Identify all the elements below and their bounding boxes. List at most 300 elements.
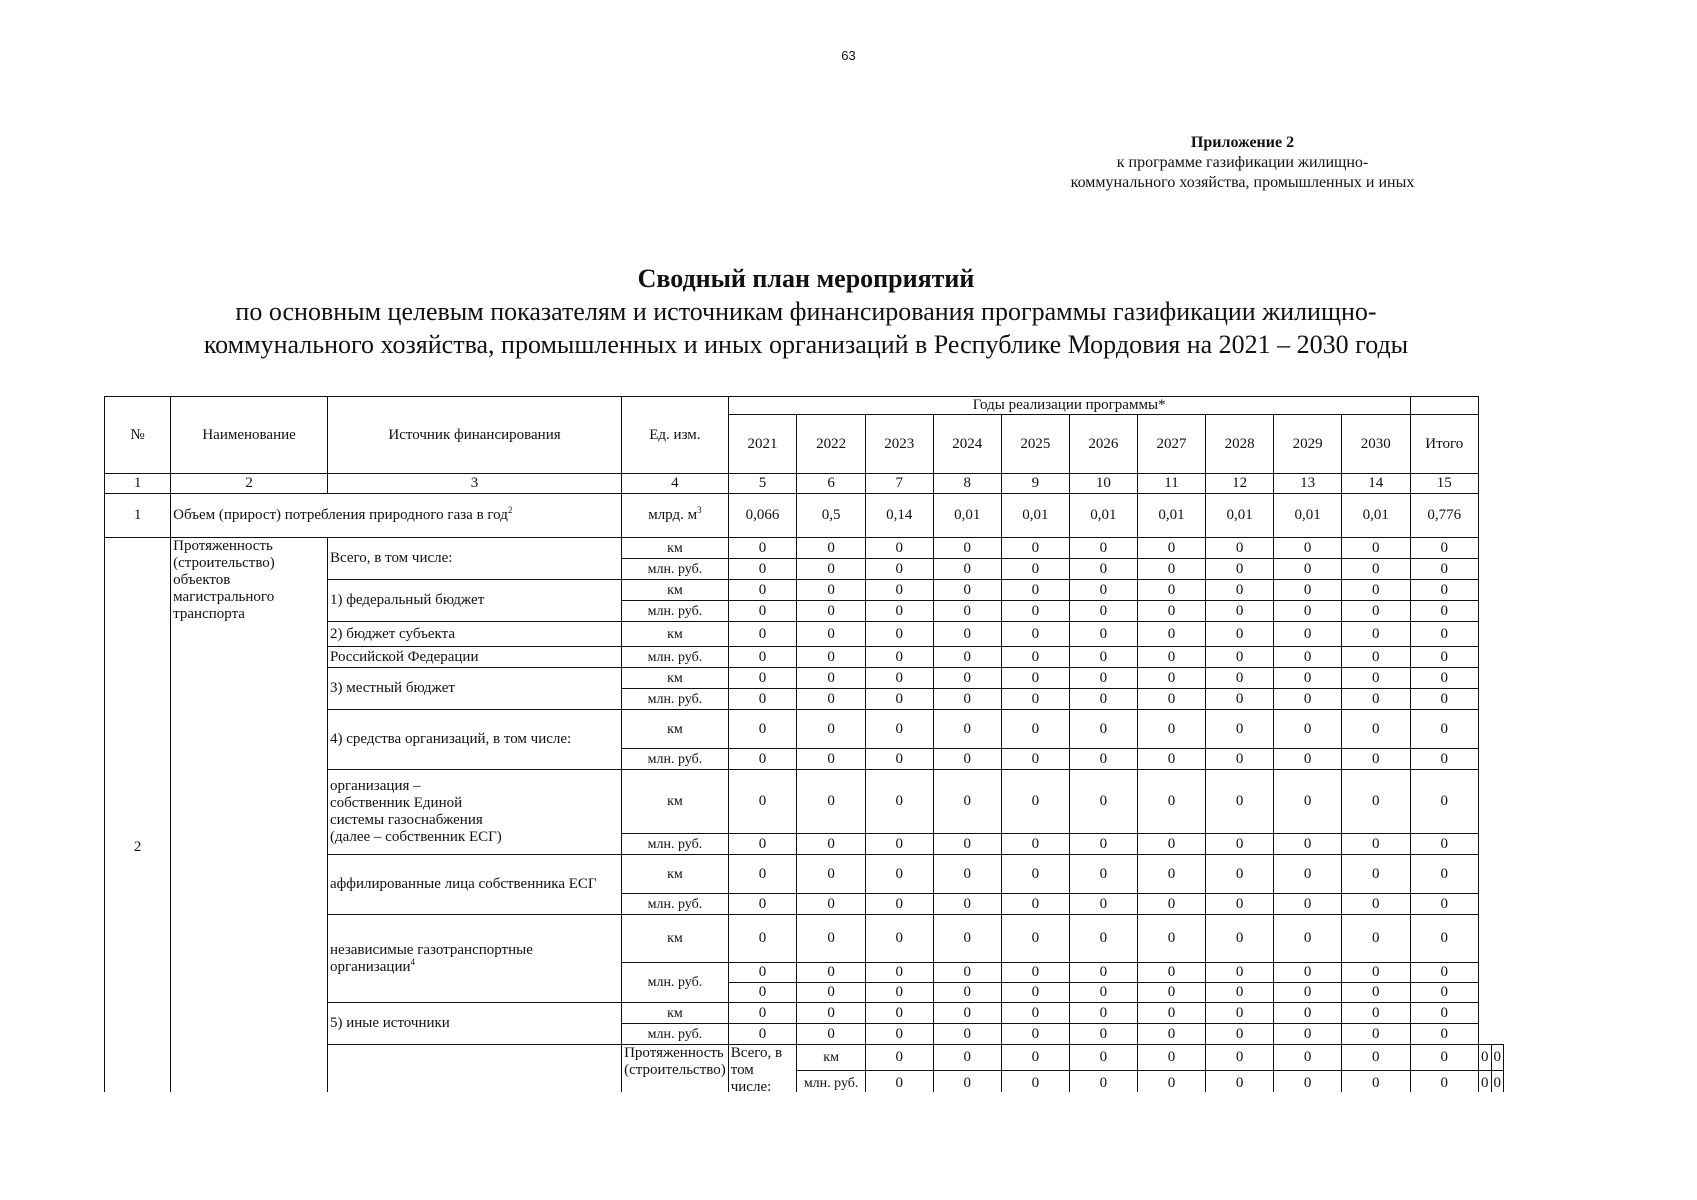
value-cell: 0 — [1138, 894, 1206, 915]
column-number: 1 — [105, 474, 171, 494]
value-cell: 0 — [797, 647, 866, 668]
unit-cell: км — [622, 915, 729, 963]
unit-cell: км — [622, 855, 729, 894]
value-cell: 0 — [1410, 580, 1479, 601]
value-cell: 0 — [1410, 668, 1479, 689]
value-cell: 0 — [728, 834, 797, 855]
column-number: 2 — [171, 474, 328, 494]
value-cell: 0 — [1341, 963, 1410, 983]
page-number: 63 — [841, 48, 856, 63]
value-cell: 0 — [728, 710, 797, 749]
value-cell: 0 — [1002, 622, 1070, 647]
value-cell: 0 — [1002, 1045, 1070, 1071]
value-cell: 0 — [1341, 770, 1410, 834]
value-cell: 0 — [1138, 963, 1206, 983]
value-cell: 0 — [1069, 749, 1138, 770]
source-cell — [327, 770, 621, 855]
column-number: 10 — [1069, 474, 1138, 494]
value-cell: 0 — [1205, 559, 1274, 580]
header-year: 2025 — [1002, 415, 1070, 474]
value-cell: 0 — [1274, 710, 1342, 749]
value-cell: 0 — [1274, 749, 1342, 770]
value-cell: 0 — [1410, 601, 1479, 622]
footnote-mark: 2 — [507, 505, 513, 515]
value-cell: 0 — [1205, 1024, 1274, 1045]
header-num: № — [105, 397, 171, 474]
value-cell: 0 — [933, 710, 1002, 749]
value-cell: 0 — [1002, 668, 1070, 689]
indicator-name-line: (строительство) — [173, 555, 275, 571]
value-cell: 0 — [1341, 1024, 1410, 1045]
value-cell: 0 — [1069, 1045, 1138, 1071]
value-cell: 0 — [1274, 834, 1342, 855]
value-cell: 0 — [1410, 1045, 1479, 1071]
value-cell: 0 — [1138, 855, 1206, 894]
value-cell: 0 — [933, 1071, 1002, 1093]
value-cell: 0 — [1410, 915, 1479, 963]
value-cell: 0 — [1341, 749, 1410, 770]
value-cell: 0 — [933, 559, 1002, 580]
value-cell: 0,01 — [933, 494, 1002, 538]
value-cell: 0 — [728, 622, 797, 647]
value-cell: 0 — [728, 538, 797, 559]
value-cell: 0 — [728, 963, 797, 983]
unit-cell: млн. руб. — [622, 963, 729, 1003]
value-cell: 0 — [797, 915, 866, 963]
value-cell: 0 — [1138, 580, 1206, 601]
value-cell: 0 — [1069, 689, 1138, 710]
source-cell: Всего, в том числе: — [327, 538, 621, 580]
value-cell: 0 — [1341, 915, 1410, 963]
header-total: Итого — [1410, 415, 1479, 474]
value-cell: 0 — [797, 983, 866, 1003]
value-cell: 0 — [1274, 580, 1342, 601]
value-cell: 0 — [865, 1003, 933, 1024]
header-years-group: Годы реализации программы* — [728, 397, 1410, 415]
header-year: 2026 — [1069, 415, 1138, 474]
value-cell: 0 — [1069, 601, 1138, 622]
value-cell: 0 — [1002, 1071, 1070, 1093]
value-cell: 0 — [797, 689, 866, 710]
value-cell: 0 — [1002, 749, 1070, 770]
source-cell: аффилированные лица собственника ЕСГ — [327, 855, 621, 915]
source-esg-line: (далее – собственник ЕСГ) — [329, 829, 502, 845]
value-cell: 0 — [1002, 580, 1070, 601]
value-cell: 0 — [728, 894, 797, 915]
value-cell: 0 — [728, 1024, 797, 1045]
value-cell: 0 — [1341, 689, 1410, 710]
value-cell: 0 — [933, 915, 1002, 963]
value-cell: 0 — [865, 1024, 933, 1045]
value-cell: 0 — [1069, 580, 1138, 601]
value-cell: 0 — [1341, 1003, 1410, 1024]
value-cell: 0 — [1138, 689, 1206, 710]
document-title — [0, 262, 1612, 361]
value-cell: 0 — [1274, 668, 1342, 689]
indicator-name — [622, 1045, 729, 1093]
value-cell: 0 — [1002, 963, 1070, 983]
value-cell: 0 — [1410, 770, 1479, 834]
column-number: 11 — [1138, 474, 1206, 494]
column-number: 12 — [1205, 474, 1274, 494]
value-cell: 0 — [1274, 894, 1342, 915]
header-total-spacer — [1410, 397, 1479, 415]
value-cell: 0 — [797, 1003, 866, 1024]
value-cell: 0 — [1138, 710, 1206, 749]
value-cell: 0 — [1274, 963, 1342, 983]
source-cell: 5) иные источники — [327, 1003, 621, 1045]
appendix-title: Приложение 2 — [1190, 134, 1295, 151]
value-cell: 0 — [1069, 963, 1138, 983]
source-independent-text: организации — [329, 958, 411, 975]
unit-cell: км — [622, 1003, 729, 1024]
value-cell: 0 — [1002, 983, 1070, 1003]
value-cell: 0,066 — [728, 494, 797, 538]
value-cell: 0 — [797, 668, 866, 689]
header-year: 2024 — [933, 415, 1002, 474]
source-cell: 3) местный бюджет — [327, 668, 621, 710]
row-number: 2 — [105, 538, 171, 1093]
value-cell: 0 — [865, 601, 933, 622]
value-cell: 0 — [1205, 894, 1274, 915]
value-cell: 0 — [797, 963, 866, 983]
value-cell: 0 — [1002, 710, 1070, 749]
value-cell: 0 — [933, 770, 1002, 834]
column-number: 7 — [865, 474, 933, 494]
value-cell: 0 — [797, 559, 866, 580]
value-cell: 0 — [1138, 834, 1206, 855]
column-number: 8 — [933, 474, 1002, 494]
value-cell: 0 — [1205, 749, 1274, 770]
unit-cell: км — [622, 580, 729, 601]
unit-cell: млн. руб. — [622, 601, 729, 622]
value-cell: 0 — [933, 580, 1002, 601]
value-cell: 0 — [1002, 601, 1070, 622]
value-cell: 0 — [865, 647, 933, 668]
value-cell: 0 — [1205, 689, 1274, 710]
value-cell: 0 — [797, 894, 866, 915]
header-year: 2027 — [1138, 415, 1206, 474]
value-cell: 0 — [865, 983, 933, 1003]
source-cell: Российской Федерации — [327, 647, 621, 668]
value-cell: 0,01 — [1274, 494, 1342, 538]
source-esg-line: системы газоснабжения — [329, 812, 483, 828]
value-cell: 0 — [1002, 894, 1070, 915]
value-cell: 0 — [933, 983, 1002, 1003]
value-cell: 0 — [1138, 647, 1206, 668]
value-cell: 0 — [933, 1003, 1002, 1024]
header-year: 2021 — [728, 415, 797, 474]
value-cell: 0 — [797, 749, 866, 770]
value-cell: 0 — [1274, 770, 1342, 834]
value-cell: 0 — [865, 770, 933, 834]
value-cell: 0 — [1205, 668, 1274, 689]
indicator-name-line: объектов — [173, 572, 231, 588]
value-cell: 0 — [933, 647, 1002, 668]
value-cell: 0 — [933, 963, 1002, 983]
value-cell: 0 — [797, 855, 866, 894]
value-cell: 0 — [1069, 559, 1138, 580]
column-number-row — [105, 474, 1504, 494]
unit-cell — [622, 494, 729, 538]
value-cell: 0 — [1341, 983, 1410, 1003]
unit-cell: млн. руб. — [622, 834, 729, 855]
indicator-name-line: Протяженность — [624, 1045, 724, 1061]
value-cell: 0 — [1341, 668, 1410, 689]
source-cell: 4) средства организаций, в том числе: — [327, 710, 621, 770]
indicator-name-text: Объем (прирост) потребления природного газа в год — [173, 507, 508, 523]
value-cell: 0 — [1138, 749, 1206, 770]
value-cell: 0 — [1274, 622, 1342, 647]
value-cell: 0 — [1138, 538, 1206, 559]
value-cell: 0 — [1341, 580, 1410, 601]
value-cell: 0,01 — [1069, 494, 1138, 538]
unit-cell: млн. руб. — [622, 749, 729, 770]
source-cell: 1) федеральный бюджет — [327, 580, 621, 622]
value-cell: 0 — [1410, 749, 1479, 770]
value-cell: 0 — [1069, 622, 1138, 647]
value-cell: 0 — [1002, 915, 1070, 963]
source-esg-line: собственник Единой — [329, 795, 463, 811]
unit-text: млрд. м — [648, 507, 698, 523]
value-cell: 0 — [1205, 963, 1274, 983]
value-cell: 0 — [1205, 1045, 1274, 1071]
value-cell: 0 — [865, 1045, 933, 1071]
value-cell: 0 — [1410, 894, 1479, 915]
value-cell: 0 — [933, 689, 1002, 710]
value-cell: 0 — [797, 834, 866, 855]
unit-cell: км — [622, 770, 729, 834]
value-cell: 0 — [1205, 770, 1274, 834]
unit-superscript: 3 — [697, 505, 702, 515]
unit-cell: млн. руб. — [622, 689, 729, 710]
value-cell: 0 — [797, 538, 866, 559]
row-number — [327, 1045, 621, 1093]
value-cell: 0 — [1410, 689, 1479, 710]
value-cell: 0 — [728, 668, 797, 689]
value-cell: 0 — [1002, 1003, 1070, 1024]
value-cell: 0 — [1410, 622, 1479, 647]
value-cell: 0 — [1205, 622, 1274, 647]
value-cell: 0 — [1205, 538, 1274, 559]
footnote-mark: 4 — [410, 956, 415, 967]
value-cell: 0 — [728, 601, 797, 622]
value-cell: 0 — [1138, 1024, 1206, 1045]
indicator-name-line: транспорта — [173, 606, 245, 622]
value-cell: 0 — [728, 915, 797, 963]
header-year: 2022 — [797, 415, 866, 474]
value-cell: 0 — [1274, 1024, 1342, 1045]
value-cell: 0 — [1274, 855, 1342, 894]
table-container — [104, 396, 1504, 1092]
value-cell: 0 — [1274, 647, 1342, 668]
value-cell: 0 — [1341, 855, 1410, 894]
value-cell: 0 — [1069, 855, 1138, 894]
value-cell: 0 — [933, 894, 1002, 915]
value-cell: 0 — [1138, 983, 1206, 1003]
column-number: 5 — [728, 474, 797, 494]
value-cell: 0 — [1341, 601, 1410, 622]
value-cell: 0 — [933, 538, 1002, 559]
value-cell: 0 — [1138, 1045, 1206, 1071]
value-cell: 0 — [1410, 834, 1479, 855]
value-cell: 0 — [933, 834, 1002, 855]
value-cell: 0 — [933, 749, 1002, 770]
unit-cell: млн. руб. — [622, 559, 729, 580]
value-cell: 0 — [1341, 1045, 1410, 1071]
value-cell: 0 — [1410, 559, 1479, 580]
value-cell: 0 — [1491, 1045, 1504, 1071]
value-cell: 0 — [1069, 647, 1138, 668]
value-cell: 0 — [1274, 538, 1342, 559]
column-number: 6 — [797, 474, 866, 494]
value-cell: 0 — [1341, 559, 1410, 580]
source-esg-line: организация – — [329, 778, 421, 794]
header-year: 2030 — [1341, 415, 1410, 474]
value-cell: 0 — [865, 749, 933, 770]
row-2-total-km — [105, 538, 1504, 559]
value-cell: 0 — [1205, 580, 1274, 601]
value-cell: 0 — [728, 1003, 797, 1024]
value-cell: 0 — [1002, 770, 1070, 834]
value-cell: 0 — [1410, 963, 1479, 983]
value-cell: 0,01 — [1138, 494, 1206, 538]
value-cell: 0,01 — [1205, 494, 1274, 538]
value-cell: 0 — [933, 1045, 1002, 1071]
value-cell: 0 — [1479, 1071, 1492, 1093]
indicator-name-line: Протяженность — [173, 538, 273, 554]
column-number: 9 — [1002, 474, 1070, 494]
indicator-name — [171, 494, 622, 538]
column-number: 15 — [1410, 474, 1479, 494]
document-title-main: Сводный план мероприятий — [637, 264, 975, 293]
value-cell: 0 — [865, 1071, 933, 1093]
value-cell: 0 — [1138, 559, 1206, 580]
value-cell: 0 — [728, 855, 797, 894]
value-cell: 0 — [1002, 834, 1070, 855]
value-cell: 0 — [865, 963, 933, 983]
row-1 — [105, 494, 1504, 538]
value-cell: 0 — [1138, 1071, 1206, 1093]
value-cell: 0 — [1205, 1003, 1274, 1024]
value-cell: 0 — [1069, 710, 1138, 749]
unit-cell: млн. руб. — [622, 647, 729, 668]
header-year: 2028 — [1205, 415, 1274, 474]
value-cell: 0 — [1138, 668, 1206, 689]
value-cell: 0 — [797, 710, 866, 749]
value-cell: 0 — [797, 622, 866, 647]
unit-cell: км — [622, 710, 729, 749]
value-cell: 0 — [1205, 855, 1274, 894]
value-cell: 0 — [865, 689, 933, 710]
value-cell: 0 — [1002, 559, 1070, 580]
value-cell: 0 — [1410, 710, 1479, 749]
header-year: 2023 — [865, 415, 933, 474]
value-cell: 0 — [865, 710, 933, 749]
value-cell: 0 — [865, 834, 933, 855]
value-cell: 0 — [1410, 1071, 1479, 1093]
unit-cell: млн. руб. — [797, 1071, 866, 1093]
value-cell: 0 — [865, 668, 933, 689]
source-independent-line: независимые газотранспортные — [329, 941, 533, 958]
value-cell: 0 — [1069, 834, 1138, 855]
value-cell: 0 — [1138, 601, 1206, 622]
value-cell: 0 — [1069, 538, 1138, 559]
value-cell: 0 — [1274, 983, 1342, 1003]
value-cell: 0 — [1069, 668, 1138, 689]
header-year: 2029 — [1274, 415, 1342, 474]
source-cell — [327, 915, 621, 1003]
value-cell: 0 — [1069, 1003, 1138, 1024]
value-cell: 0 — [728, 559, 797, 580]
value-cell: 0 — [1341, 1071, 1410, 1093]
value-cell: 0 — [728, 983, 797, 1003]
value-cell: 0 — [1410, 1003, 1479, 1024]
value-cell: 0,14 — [865, 494, 933, 538]
value-cell: 0 — [1205, 915, 1274, 963]
value-cell: 0 — [865, 538, 933, 559]
value-cell: 0 — [1205, 710, 1274, 749]
value-cell: 0 — [797, 1024, 866, 1045]
value-cell: 0 — [1069, 915, 1138, 963]
header-name: Наименование — [171, 397, 328, 474]
indicator-name-line: (строительство) — [624, 1062, 726, 1078]
value-cell: 0 — [1205, 834, 1274, 855]
value-cell: 0 — [933, 668, 1002, 689]
value-cell: 0 — [865, 855, 933, 894]
value-cell: 0 — [1274, 689, 1342, 710]
value-cell: 0 — [933, 601, 1002, 622]
value-cell: 0 — [1491, 1071, 1504, 1093]
value-cell: 0 — [1274, 1071, 1342, 1093]
value-cell: 0 — [1274, 915, 1342, 963]
value-cell: 0 — [1341, 647, 1410, 668]
column-number: 4 — [622, 474, 729, 494]
unit-cell: км — [622, 622, 729, 647]
value-cell: 0 — [797, 580, 866, 601]
value-cell: 0 — [1205, 601, 1274, 622]
value-cell: 0 — [1410, 1024, 1479, 1045]
value-cell: 0 — [1002, 647, 1070, 668]
value-cell: 0 — [1274, 559, 1342, 580]
value-cell: 0 — [1002, 689, 1070, 710]
value-cell: 0 — [1002, 1024, 1070, 1045]
value-cell: 0,776 — [1410, 494, 1479, 538]
value-cell: 0 — [865, 622, 933, 647]
value-cell: 0 — [865, 580, 933, 601]
value-cell: 0 — [1138, 770, 1206, 834]
value-cell: 0 — [797, 770, 866, 834]
value-cell: 0 — [728, 580, 797, 601]
value-cell: 0 — [797, 601, 866, 622]
value-cell: 0 — [1341, 710, 1410, 749]
value-cell: 0 — [1479, 1045, 1492, 1071]
value-cell: 0 — [728, 770, 797, 834]
indicator-name — [171, 538, 328, 1093]
value-cell: 0 — [865, 915, 933, 963]
column-number: 14 — [1341, 474, 1410, 494]
value-cell: 0,01 — [1002, 494, 1070, 538]
appendix-line-1: к программе газификации жилищно- — [1116, 154, 1369, 171]
header-source: Источник финансирования — [327, 397, 621, 474]
value-cell: 0 — [728, 749, 797, 770]
source-cell: Всего, в том числе: — [728, 1045, 797, 1093]
value-cell: 0 — [1341, 834, 1410, 855]
value-cell: 0 — [1002, 538, 1070, 559]
value-cell: 0 — [728, 647, 797, 668]
value-cell: 0,01 — [1341, 494, 1410, 538]
value-cell: 0 — [1138, 622, 1206, 647]
